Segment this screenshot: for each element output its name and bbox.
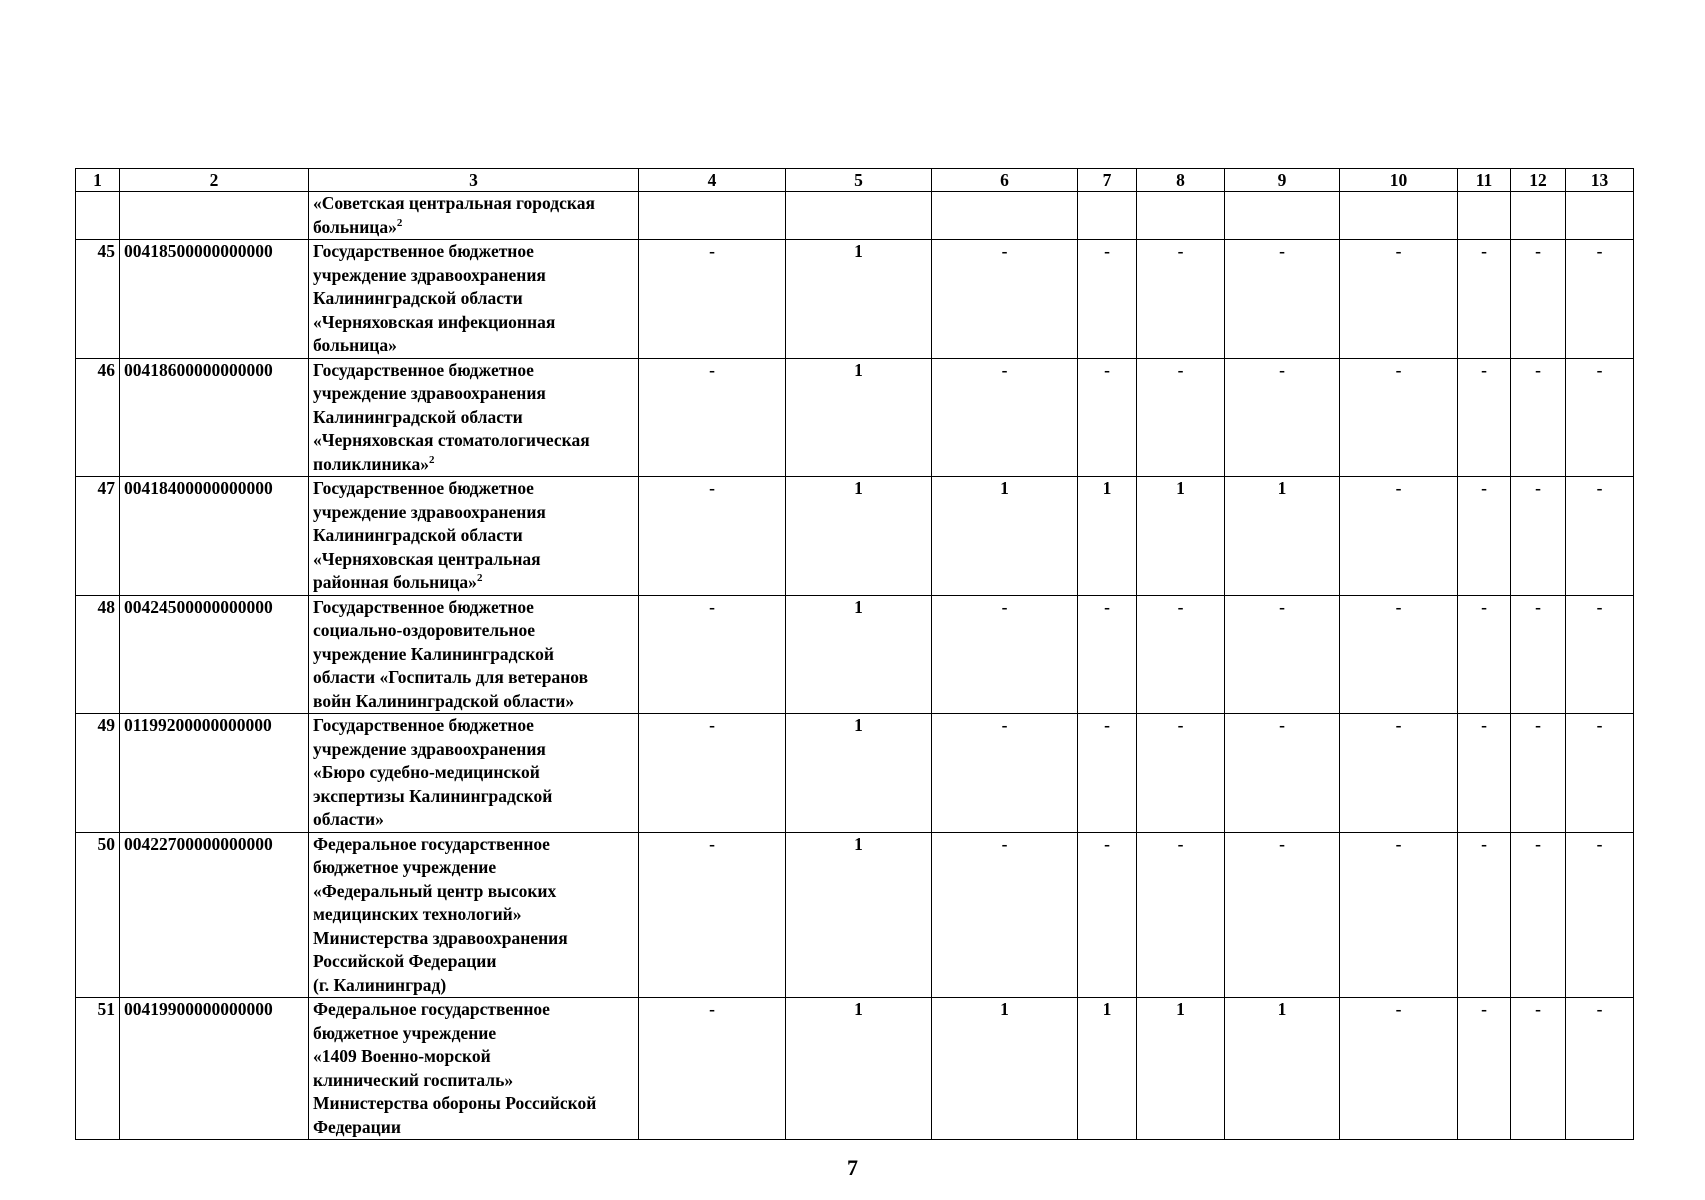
value-cell-col-4: -: [639, 240, 786, 359]
organization-name-line: «Советская центральная городская: [313, 193, 595, 213]
organization-name-line: Государственное бюджетное: [313, 715, 534, 735]
organization-name: [309, 714, 639, 833]
value-cell-col-6: 1: [932, 477, 1078, 596]
value-cell-col-7: -: [1078, 832, 1137, 998]
organization-name-line: Государственное бюджетное: [313, 478, 534, 498]
organization-name: [309, 192, 639, 240]
value-cell-col-13: -: [1566, 832, 1634, 998]
table-row: [76, 714, 1634, 833]
column-number-10: 10: [1340, 169, 1458, 192]
page-number: 7: [847, 1155, 858, 1180]
organization-name-text: больница»: [313, 216, 397, 237]
value-cell-col-9: -: [1225, 832, 1340, 998]
table-row: [76, 192, 1634, 240]
value-cell-col-5: 1: [786, 240, 932, 359]
organization-code: 00418600000000000: [120, 358, 309, 477]
value-cell-col-8: 1: [1137, 998, 1225, 1140]
value-cell-col-10: -: [1340, 998, 1458, 1140]
organization-name-line: Государственное бюджетное: [313, 241, 534, 261]
organization-name: [309, 998, 639, 1140]
organization-name-line: учреждение здравоохранения: [313, 264, 546, 285]
value-cell-col-7: [1078, 192, 1137, 240]
organization-name: [309, 477, 639, 596]
column-number-8: 8: [1137, 169, 1225, 192]
organization-code: 00419900000000000: [120, 998, 309, 1140]
value-cell-col-4: -: [639, 832, 786, 998]
column-number-11: 11: [1458, 169, 1511, 192]
value-cell-col-9: -: [1225, 358, 1340, 477]
table-body: [76, 169, 1634, 1140]
organization-name-line: Калининградской области: [313, 288, 523, 308]
organization-code: 00424500000000000: [120, 595, 309, 714]
column-number-2: 2: [120, 169, 309, 192]
organization-name-line: Федеральное государственное: [313, 833, 550, 854]
value-cell-col-13: -: [1566, 358, 1634, 477]
value-cell-col-9: -: [1225, 240, 1340, 359]
row-number: 49: [76, 714, 120, 833]
value-cell-col-6: -: [932, 714, 1078, 833]
organization-code: 00422700000000000: [120, 832, 309, 998]
organization-name-line: Министерства обороны Российской: [313, 1093, 597, 1113]
organization-name-line: области»: [313, 809, 384, 829]
row-number: 50: [76, 832, 120, 998]
organization-name-line: учреждение здравоохранения: [313, 501, 546, 522]
value-cell-col-4: -: [639, 595, 786, 714]
column-number-9: 9: [1225, 169, 1340, 192]
value-cell-col-9: 1: [1225, 477, 1340, 596]
value-cell-col-11: -: [1458, 714, 1511, 833]
table-row: [76, 477, 1634, 596]
organization-name-line: бюджетное учреждение: [313, 1022, 497, 1043]
organization-name: [309, 832, 639, 998]
column-number-6: 6: [932, 169, 1078, 192]
value-cell-col-7: 1: [1078, 998, 1137, 1140]
value-cell-col-6: -: [932, 358, 1078, 477]
organization-name-line: Федеральное государственное: [313, 999, 550, 1019]
value-cell-col-11: -: [1458, 477, 1511, 596]
organization-name-line: «1409 Военно-морской: [313, 1046, 491, 1066]
organization-code: [120, 192, 309, 240]
value-cell-col-6: 1: [932, 998, 1078, 1140]
column-number-5: 5: [786, 169, 932, 192]
value-cell-col-6: -: [932, 595, 1078, 714]
column-number-1: 1: [76, 169, 120, 192]
registry-table: [75, 168, 1634, 1140]
value-cell-col-4: -: [639, 477, 786, 596]
value-cell-col-5: 1: [786, 477, 932, 596]
value-cell-col-13: [1566, 192, 1634, 240]
value-cell-col-5: 1: [786, 998, 932, 1140]
column-number-3: 3: [309, 169, 639, 192]
organization-name-line: экспертизы Калининградской: [313, 785, 553, 806]
footnote-marker: 2: [396, 216, 403, 229]
value-cell-col-10: -: [1340, 358, 1458, 477]
value-cell-col-8: [1137, 192, 1225, 240]
value-cell-col-10: -: [1340, 477, 1458, 596]
value-cell-col-8: -: [1137, 595, 1225, 714]
organization-name-line: учреждение Калининградской: [313, 643, 554, 664]
organization-code: 01199200000000000: [120, 714, 309, 833]
value-cell-col-7: 1: [1078, 477, 1137, 596]
organization-name-line: бюджетное учреждение: [313, 857, 497, 877]
table-row: [76, 595, 1634, 714]
value-cell-col-4: -: [639, 998, 786, 1140]
value-cell-col-13: -: [1566, 998, 1634, 1140]
column-number-4: 4: [639, 169, 786, 192]
organization-code: 00418500000000000: [120, 240, 309, 359]
organization-name-line: Государственное бюджетное: [313, 359, 534, 380]
organization-name-line: учреждение здравоохранения: [313, 738, 546, 759]
organization-name: [309, 595, 639, 714]
value-cell-col-4: [639, 192, 786, 240]
value-cell-col-7: -: [1078, 714, 1137, 833]
column-number-13: 13: [1566, 169, 1634, 192]
value-cell-col-8: -: [1137, 714, 1225, 833]
value-cell-col-10: -: [1340, 240, 1458, 359]
value-cell-col-6: -: [932, 832, 1078, 998]
value-cell-col-12: -: [1511, 358, 1566, 477]
value-cell-col-8: 1: [1137, 477, 1225, 596]
organization-name-line: войн Калининградской области»: [313, 690, 575, 711]
value-cell-col-12: -: [1511, 832, 1566, 998]
organization-name-line: [313, 216, 634, 240]
footnote-marker: 2: [428, 453, 435, 466]
value-cell-col-11: [1458, 192, 1511, 240]
value-cell-col-11: -: [1458, 595, 1511, 714]
value-cell-col-12: -: [1511, 477, 1566, 596]
organization-name-text: поликлиника»: [313, 453, 429, 474]
organization-code: 00418400000000000: [120, 477, 309, 596]
value-cell-col-11: -: [1458, 832, 1511, 998]
row-number: 46: [76, 358, 120, 477]
table-row: [76, 358, 1634, 477]
table-row: [76, 832, 1634, 998]
column-number-7: 7: [1078, 169, 1137, 192]
column-number-12: 12: [1511, 169, 1566, 192]
row-number: 51: [76, 998, 120, 1140]
organization-name-line: «Бюро судебно-медицинской: [313, 762, 540, 782]
value-cell-col-13: -: [1566, 477, 1634, 596]
value-cell-col-10: -: [1340, 714, 1458, 833]
value-cell-col-13: -: [1566, 595, 1634, 714]
value-cell-col-7: -: [1078, 358, 1137, 477]
value-cell-col-10: -: [1340, 595, 1458, 714]
organization-name-line: Государственное бюджетное: [313, 596, 534, 617]
value-cell-col-12: [1511, 192, 1566, 240]
organization-name-line: социально-оздоровительное: [313, 620, 536, 640]
value-cell-col-12: -: [1511, 240, 1566, 359]
organization-name-line: Российской Федерации: [313, 951, 497, 971]
organization-name-line: медицинских технологий»: [313, 904, 522, 924]
value-cell-col-8: -: [1137, 832, 1225, 998]
value-cell-col-9: -: [1225, 595, 1340, 714]
organization-name-line: клинический госпиталь»: [313, 1069, 514, 1090]
table-row: [76, 998, 1634, 1140]
value-cell-col-7: -: [1078, 595, 1137, 714]
value-cell-col-11: -: [1458, 240, 1511, 359]
organization-name-line: «Федеральный центр высоких: [313, 880, 557, 901]
value-cell-col-10: -: [1340, 832, 1458, 998]
value-cell-col-8: -: [1137, 240, 1225, 359]
table-row: [76, 240, 1634, 359]
organization-name-line: [313, 453, 634, 477]
value-cell-col-5: 1: [786, 714, 932, 833]
value-cell-col-13: -: [1566, 240, 1634, 359]
organization-name-line: Федерации: [313, 1116, 401, 1137]
organization-name-line: Калининградской области: [313, 406, 523, 427]
value-cell-col-7: -: [1078, 240, 1137, 359]
value-cell-col-12: -: [1511, 998, 1566, 1140]
row-number: 47: [76, 477, 120, 596]
value-cell-col-9: [1225, 192, 1340, 240]
value-cell-col-4: -: [639, 358, 786, 477]
value-cell-col-9: 1: [1225, 998, 1340, 1140]
value-cell-col-5: 1: [786, 595, 932, 714]
value-cell-col-6: [932, 192, 1078, 240]
column-number-row: [76, 169, 1634, 192]
value-cell-col-5: 1: [786, 358, 932, 477]
organization-name-line: области «Госпиталь для ветеранов: [313, 667, 589, 687]
row-number: [76, 192, 120, 240]
organization-name-line: (г. Калининград): [313, 974, 447, 995]
organization-name: [309, 240, 639, 359]
value-cell-col-5: 1: [786, 832, 932, 998]
organization-name-line: «Черняховская стоматологическая: [313, 430, 590, 450]
organization-name-text: районная больница»: [313, 572, 477, 592]
row-number: 45: [76, 240, 120, 359]
organization-name-line: учреждение здравоохранения: [313, 383, 546, 403]
value-cell-col-8: -: [1137, 358, 1225, 477]
value-cell-col-11: -: [1458, 358, 1511, 477]
value-cell-col-12: -: [1511, 595, 1566, 714]
organization-name-line: Калининградской области: [313, 525, 523, 545]
value-cell-col-4: -: [639, 714, 786, 833]
organization-name-line: «Черняховская инфекционная: [313, 311, 556, 332]
organization-name-line: больница»: [313, 335, 397, 355]
row-number: 48: [76, 595, 120, 714]
organization-name: [309, 358, 639, 477]
organization-name-line: [313, 571, 634, 595]
value-cell-col-13: -: [1566, 714, 1634, 833]
footnote-marker: 2: [476, 572, 483, 585]
value-cell-col-10: [1340, 192, 1458, 240]
organization-name-line: Министерства здравоохранения: [313, 927, 568, 948]
value-cell-col-12: -: [1511, 714, 1566, 833]
value-cell-col-6: -: [932, 240, 1078, 359]
value-cell-col-11: -: [1458, 998, 1511, 1140]
value-cell-col-5: [786, 192, 932, 240]
organization-name-line: «Черняховская центральная: [313, 548, 541, 569]
value-cell-col-9: -: [1225, 714, 1340, 833]
